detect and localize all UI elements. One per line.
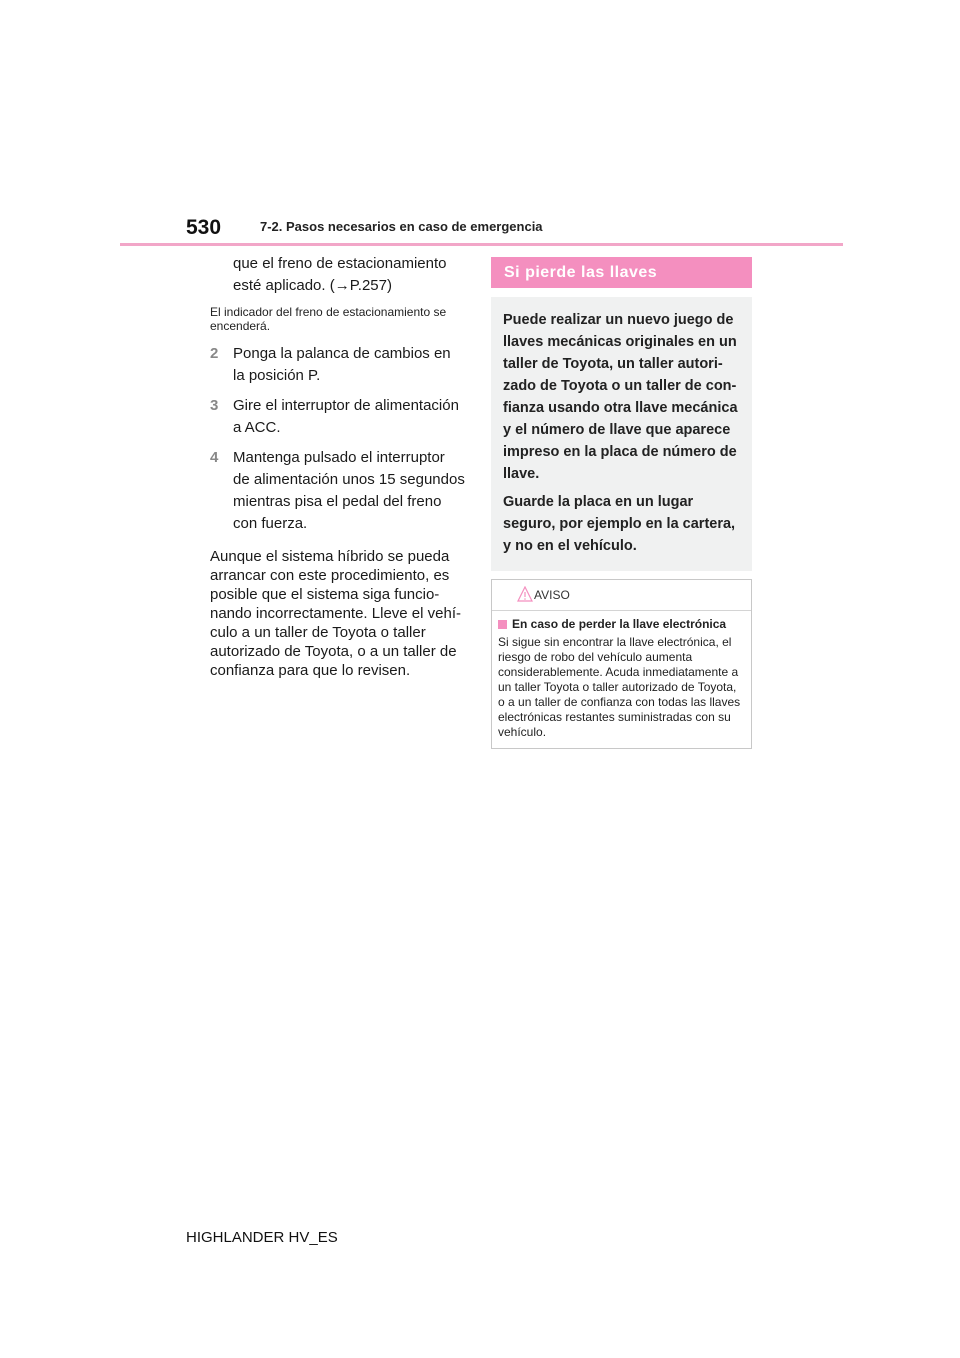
lost-keys-heading: Si pierde las llaves xyxy=(491,257,752,288)
step-item xyxy=(210,343,465,387)
hybrid-system-paragraph: Aunque el sistema híbrido se pueda arrancar con este procedimiento, es posible que el sistema siga funcionando incorrectamente. Lleve el vehículo a un taller de Toyota o taller autorizado de Toyota, o a un taller de confianza para que lo revisen. xyxy=(210,548,461,679)
step-text: Ponga la palanca de cambios en la posición P. xyxy=(233,345,451,384)
step-item xyxy=(210,395,465,439)
warning-triangle-icon xyxy=(517,586,533,602)
footer-model: HIGHLANDER HV_ES xyxy=(186,1229,338,1246)
warning-box xyxy=(491,579,752,749)
warning-body xyxy=(492,611,751,748)
warning-subheading xyxy=(498,617,745,632)
header-rule xyxy=(120,243,843,246)
page-number: 530 xyxy=(186,216,222,239)
step-number: 3 xyxy=(210,397,219,414)
right-column xyxy=(491,257,752,749)
warning-text: Si sigue sin encontrar la llave electrónica, el riesgo de robo del vehículo aumenta considerablemente. Acuda inmediatamente a un taller Toyota o taller autorizado de Toyota, o a un taller de confianza con todas las llaves electrónicas restantes suministradas con su vehículo. xyxy=(498,635,741,739)
info-paragraph: Puede realizar un nuevo juego de llaves mecánicas originales en un taller de Toyota, un taller autorizado de Toyota o un taller de confianza usando otra llave mecánica y el número de llave que aparece impreso en la placa de número de llave. xyxy=(503,312,738,482)
continued-step-text: que el freno de estacionamiento esté aplicado. (→P.257) xyxy=(233,255,447,294)
section-title: 7-2. Pasos necesarios en caso de emergencia xyxy=(260,219,543,234)
step-item xyxy=(210,447,465,535)
step-text: Mantenga pulsado el interruptor de alimentación unos 15 segundos mientras pisa el pedal del freno con fuerza. xyxy=(233,449,465,532)
warning-subheading-text: En caso de perder la llave electrónica xyxy=(512,617,727,631)
square-bullet-icon xyxy=(498,620,507,629)
step-number: 2 xyxy=(210,345,219,362)
parking-brake-note: El indicador del freno de estacionamiento se encenderá. xyxy=(210,305,447,333)
info-paragraph: Guarde la placa en un lugar seguro, por ejemplo en la cartera, y no en el vehículo. xyxy=(503,494,736,554)
step-number: 4 xyxy=(210,449,219,466)
lost-keys-info-box xyxy=(491,297,752,571)
left-column xyxy=(210,253,465,680)
step-text: Gire el interruptor de alimentación a ACC. xyxy=(233,397,459,436)
warning-label: AVISO xyxy=(534,588,570,602)
warning-header xyxy=(492,580,751,611)
